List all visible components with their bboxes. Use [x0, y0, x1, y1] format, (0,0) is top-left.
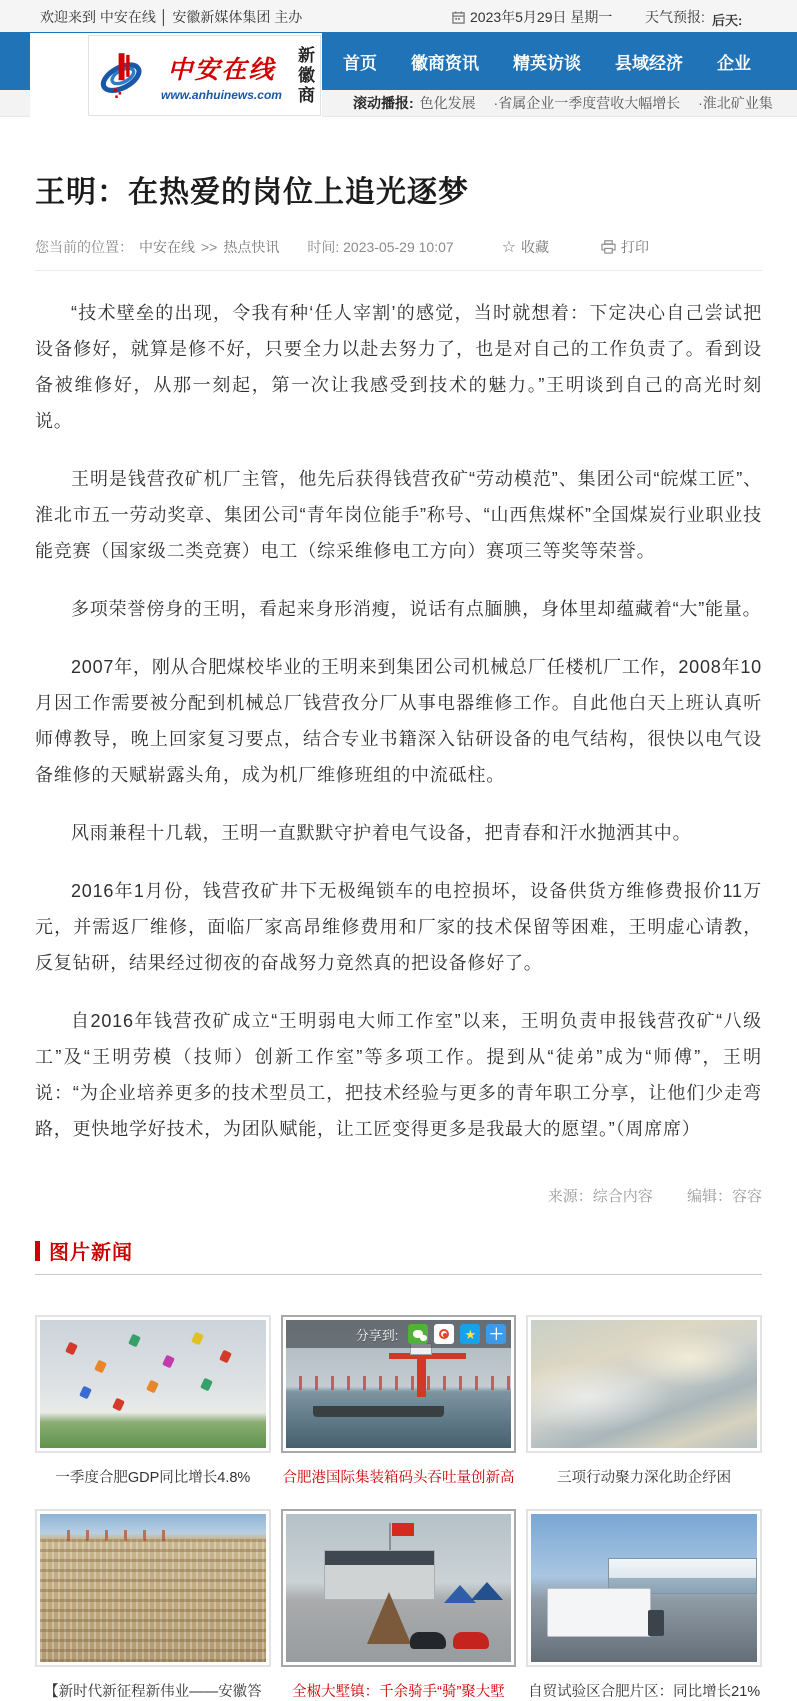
photo-aerial-vehicle-yard: [40, 1514, 266, 1662]
photo-customs-truck-checkpoint: [531, 1514, 757, 1662]
photo-news-header: [35, 1236, 762, 1275]
section-accent-bar: [35, 1241, 40, 1261]
photo-caption[interactable]: 三项行动聚力深化助企纾困: [557, 1470, 732, 1486]
share-toolbar: [286, 1320, 512, 1348]
nav-item-enterprise[interactable]: 企业: [717, 53, 751, 73]
photo-misty-terraced-landscape: [531, 1320, 757, 1448]
publish-time: 时间: 2023-05-29 10:07: [307, 239, 454, 255]
article-title: 王明：在热爱的岗位上追光逐梦: [35, 176, 469, 209]
paragraph: “技术壁垒的出现，令我有种‘任人宰割’的感觉，当时就想着：下定决心自己尝试把设备修好，就算是修不好，只要全力以赴去努力了，也是对自己的工作负责了。看到设备被维修好，从那一刻起，第一次让我感受到技术的魅力。”王明谈到自己的高光时刻说。: [35, 303, 762, 431]
photo-link-port[interactable]: [281, 1315, 517, 1453]
qzone-share-icon[interactable]: ★: [460, 1324, 480, 1344]
photo-caption[interactable]: 合肥港国际集装箱码头吞吐量创新高: [282, 1470, 515, 1486]
site-name: 中安在线: [167, 55, 276, 84]
main-content: [35, 117, 762, 1701]
ticker-label: 滚动播报:: [353, 95, 414, 111]
site-url: www.anhuinews.com: [161, 87, 282, 102]
main-nav: [334, 32, 760, 90]
editor-label: 编辑：: [686, 1188, 732, 1205]
ticker-scrolling-text[interactable]: 色化发展 ·省属企业一季度营收大幅增长 ·淮北矿业集: [419, 95, 773, 111]
photo-link-riders[interactable]: [281, 1509, 517, 1667]
photo-caption[interactable]: 自贸试验区合肥片区：同比增长21%: [528, 1684, 761, 1700]
weather-value: 后天:: [712, 13, 743, 28]
photo-link-customs[interactable]: [526, 1509, 762, 1667]
paragraph: 王明是钱营孜矿机厂主管，他先后获得钱营孜矿“劳动模范”、集团公司“皖煤工匠”、淮北市五一劳动奖章、集团公司“青年岗位能手”称号、“山西焦煤杯”全国煤炭行业职业技能竞赛（国家级二类竞赛）电工（综采维修电工方向）赛项三等奖等荣誉。: [35, 469, 762, 561]
welcome-text: 欢迎来到 中安在线 │ 安徽新媒体集团 主办: [40, 9, 303, 25]
photo-caption[interactable]: 一季度合肥GDP同比增长4.8%: [55, 1470, 251, 1486]
site-logo[interactable]: [88, 35, 321, 116]
breadcrumb-site-link[interactable]: 中安在线: [139, 239, 195, 255]
breadcrumb-prefix: 您当前的位置：: [35, 239, 133, 255]
bonfire-woodpile: [367, 1592, 411, 1644]
printer-icon: [601, 240, 616, 254]
paragraph: 2007年，刚从合肥煤校毕业的王明来到集团公司机械总厂任楼机厂工作，2008年10月因工作需要被分配到机械总厂钱营孜分厂从事电器维修工作。自此他白天上班认真听师傅教导，晚上回家复习要点，结合专业书籍深入钻研设备的电气结构，很快以电气设备维修的天赋崭露头角，成为机厂维修班组的中流砥柱。: [35, 657, 762, 785]
share-label: 分享到:: [355, 1327, 399, 1343]
photo-news-grid: [35, 1315, 762, 1701]
photo-news-title: 图片新闻: [49, 1242, 133, 1264]
wechat-share-icon[interactable]: [408, 1324, 428, 1344]
paragraph: 风雨兼程十几载，王明一直默默守护着电气设备，把青春和汗水抛洒其中。: [71, 823, 692, 843]
nav-item-county-economy[interactable]: 县域经济: [615, 53, 683, 73]
photo-link-caryard[interactable]: [35, 1509, 271, 1667]
date-display: [452, 7, 612, 27]
anhuinews-swoosh-icon: [95, 51, 149, 101]
print-button[interactable]: 打印: [601, 237, 649, 257]
edition-label: 新徽商: [295, 45, 314, 106]
favorite-button[interactable]: ☆ 收藏: [501, 239, 550, 256]
photo-caption[interactable]: 【新时代新征程新伟业——安徽答: [44, 1684, 262, 1700]
weibo-share-icon[interactable]: [434, 1324, 454, 1344]
photo-news-card: [35, 1509, 271, 1701]
red-flag: [392, 1523, 414, 1536]
photo-news-card: [526, 1509, 762, 1701]
photo-link-mist[interactable]: [526, 1315, 762, 1453]
date-text: 2023年5月29日 星期一: [470, 9, 613, 25]
source-value: 综合内容: [592, 1188, 653, 1205]
source-label: 来源：: [547, 1188, 593, 1205]
more-share-icon[interactable]: ＋: [486, 1324, 506, 1344]
editor-value: 容容: [731, 1188, 762, 1205]
red-motorcycle: [453, 1632, 489, 1649]
black-motorcycle: [410, 1632, 446, 1649]
top-utility-bar: [0, 0, 797, 32]
photo-motorcycle-gathering: [286, 1514, 512, 1662]
nav-item-home[interactable]: 首页: [343, 53, 377, 73]
paragraph: 2016年1月份，钱营孜矿井下无极绳锁车的电控损坏，设备供货方维修费报价11万元，并需返厂维修，面临厂家高昂维修费用和厂家的技术保留等困难，王明虚心请教，反复钻研，结果经过彻夜的奋战努力竟然真的把设备修好了。: [35, 881, 762, 973]
photo-kites-over-field: [40, 1320, 266, 1448]
photo-news-card: [281, 1509, 517, 1701]
paragraph: 自2016年钱营孜矿成立“王明弱电大师工作室”以来，王明负责申报钱营孜矿“八级工”及“王明劳模（技师）创新工作室”等多项工作。提到从“徒弟”成为“师傅”，王明说：“为企业培养更多的技术型员工，把技术经验与更多的青年职工分享，让他们少走弯路，更快地学好技术，为团队赋能，让工匠变得更多是我最大的愿望。”（周席席）: [35, 1011, 762, 1139]
photo-news-card: [526, 1315, 762, 1487]
nav-item-elite-interviews[interactable]: 精英访谈: [513, 53, 581, 73]
breadcrumb: [35, 237, 762, 271]
article-source-line: [35, 1185, 762, 1206]
photo-link-kites[interactable]: [35, 1315, 271, 1453]
paragraph: 多项荣誉傍身的王明，看起来身形消瘦，说话有点腼腆，身体里却蕴藏着“大”能量。: [71, 599, 762, 619]
photo-news-card: [281, 1315, 517, 1487]
photo-caption[interactable]: 全椒大墅镇：千余骑手“骑”聚大墅: [292, 1684, 505, 1700]
weather-label: 天气预报:: [645, 9, 705, 25]
logo-text-block: [153, 50, 290, 102]
breadcrumb-separator: >>: [201, 239, 218, 255]
breadcrumb-category-link[interactable]: 热点快讯: [223, 239, 280, 255]
nav-item-huishang-news[interactable]: 徽商资讯: [411, 53, 479, 73]
article-body: [35, 271, 762, 1147]
calendar-icon: [452, 11, 465, 24]
star-icon: ☆: [501, 239, 517, 256]
photo-news-card: [35, 1315, 271, 1487]
